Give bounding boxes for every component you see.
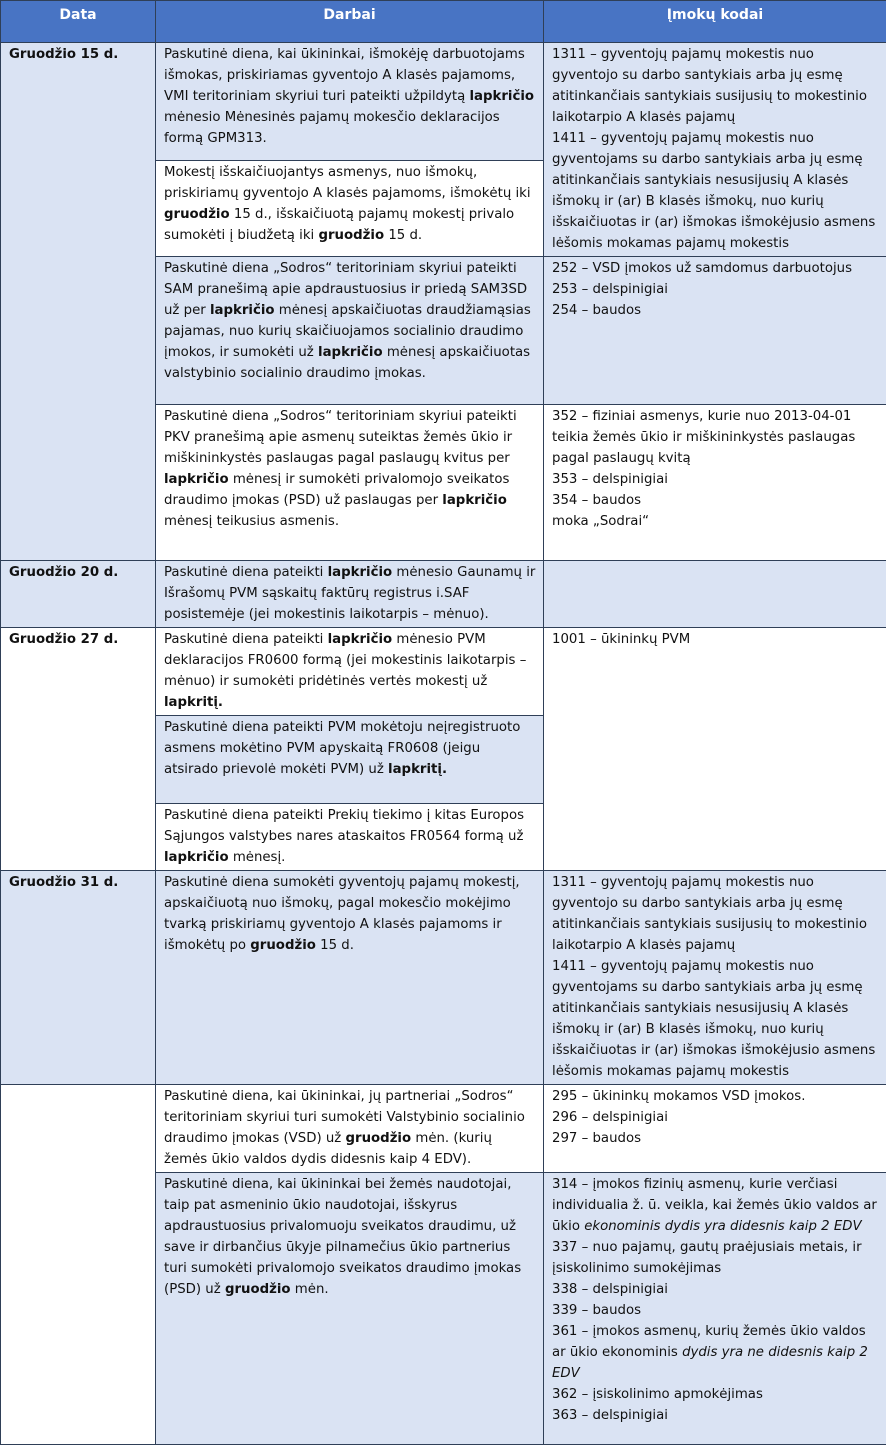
date-cell: Gruodžio 31 d. <box>1 871 156 1085</box>
table-row <box>1 1085 886 1173</box>
work-cell: Paskutinė diena sumokėti gyventojų pajamų mokestį, apskaičiuotą nuo išmokų, pagal mokesčio mokėjimo tvarką priskiriamų gyventojo A klasės pajamoms ir išmokėtų po gruodžio 15 d. <box>156 871 544 1085</box>
codes-cell: 1311 – gyventojų pajamų mokestis nuo gyventojo su darbo santykiais arba jų esmę atitinkančiais santykiais susijusių to mokestinio laikotarpio A klasės pajamų 1411 – gyventojų pajamų mokestis nuo gyventojams su darbo santykiais arba jų esmę atitinkančiais santykiais nesusijusių A klasės išmokų ir (ar) B klasės išmokų, nuo kurių išskaičiuotas ir (ar) išmokas išmokėjusio asmens lėšomis mokamas pajamų mokestis <box>544 871 886 1085</box>
header-row <box>1 1 886 43</box>
table-row <box>1 628 886 716</box>
work-cell: Paskutinė diena, kai ūkininkai bei žemės naudotojai, taip pat asmeninio ūkio naudotojai, išskyrus apdraustuosius privalomuoju sveikatos draudimu, už save ir dirbančius ūkyje pilnamečius ūkio partnerius turi sumokėti privalomojo sveikatos draudimo įmokas (PSD) už gruodžio mėn. <box>156 1173 544 1445</box>
codes-cell: 252 – VSD įmokos už samdomus darbuotojus 253 – delspinigiai 254 – baudos <box>544 257 886 405</box>
codes-cell: 352 – fiziniai asmenys, kurie nuo 2013-04-01 teikia žemės ūkio ir miškininkystės paslaugas pagal paslaugų kvitą 353 – delspinigiai 354 – baudos moka „Sodrai“ <box>544 405 886 561</box>
header-date: Data <box>1 1 156 43</box>
table-row <box>1 561 886 628</box>
work-cell: Paskutinė diena pateikti lapkričio mėnesio Gaunamų ir Išrašomų PVM sąskaitų faktūrų registrus i.SAF posistemėje (jei mokestinis laikotarpis – mėnuo). <box>156 561 544 628</box>
date-cell-empty <box>1 1085 156 1445</box>
header-codes: Įmokų kodai <box>544 1 886 43</box>
codes-cell: 1001 – ūkininkų PVM <box>544 628 886 871</box>
work-cell: Paskutinė diena pateikti lapkričio mėnesio PVM deklaracijos FR0600 formą (jei mokestinis laikotarpis – mėnuo) ir sumokėti pridėtinės vertės mokestį už lapkritį. <box>156 628 544 716</box>
work-cell: Paskutinė diena pateikti PVM mokėtoju neįregistruoto asmens mokėtino PVM apyskaitą FR0608 (jeigu atsirado prievolė mokėti PVM) už lapkritį. <box>156 716 544 804</box>
codes-cell <box>544 561 886 628</box>
date-cell: Gruodžio 27 d. <box>1 628 156 871</box>
work-cell: Mokestį išskaičiuojantys asmenys, nuo išmokų, priskiriamų gyventojo A klasės pajamoms, išmokėtų iki gruodžio 15 d., išskaičiuotą pajamų mokestį privalo sumokėti į biudžetą iki gruodžio 15 d. <box>156 161 544 257</box>
date-cell: Gruodžio 20 d. <box>1 561 156 628</box>
work-cell: Paskutinė diena „Sodros“ teritoriniam skyriui pateikti SAM pranešimą apie apdraustuosius ir priedą SAM3SD už per lapkričio mėnesį apskaičiuotas draudžiamąsias pajamas, nuo kurių skaičiuojamos socialinio draudimo įmokos, ir sumokėti už lapkričio mėnesį apskaičiuotas valstybinio socialinio draudimo įmokas. <box>156 257 544 405</box>
table-row <box>1 871 886 1085</box>
work-cell: Paskutinė diena, kai ūkininkai, jų partneriai „Sodros“ teritoriniam skyriui turi sumokėti Valstybinio socialinio draudimo įmokas (VSD) už gruodžio mėn. (kurių žemės ūkio valdos dydis didesnis kaip 4 EDV). <box>156 1085 544 1173</box>
header-work: Darbai <box>156 1 544 43</box>
date-cell: Gruodžio 15 d. <box>1 43 156 561</box>
work-cell: Paskutinė diena, kai ūkininkai, išmokėję darbuotojams išmokas, priskiriamas gyventojo A klasės pajamoms, VMI teritoriniam skyriui turi pateikti užpildytą lapkričio mėnesio Mėnesinės pajamų mokesčio deklaracijos formą GPM313. <box>156 43 544 161</box>
work-cell: Paskutinė diena pateikti Prekių tiekimo į kitas Europos Sąjungos valstybes nares ataskaitos FR0564 formą už lapkričio mėnesį. <box>156 804 544 871</box>
work-cell: Paskutinė diena „Sodros“ teritoriniam skyriui pateikti PKV pranešimą apie asmenų suteiktas žemės ūkio ir miškininkystės paslaugas pagal paslaugų kvitus per lapkričio mėnesį ir sumokėti privalomojo sveikatos draudimo įmokas (PSD) už paslaugas per lapkričio mėnesį teikusius asmenis. <box>156 405 544 561</box>
codes-cell: 1311 – gyventojų pajamų mokestis nuo gyventojo su darbo santykiais arba jų esmę atitinkančiais santykiais susijusių to mokestinio laikotarpio A klasės pajamų 1411 – gyventojų pajamų mokestis nuo gyventojams su darbo santykiais arba jų esmę atitinkančiais santykiais nesusijusių A klasės išmokų ir (ar) B klasės išmokų, nuo kurių išskaičiuotas ir (ar) išmokas išmokėjusio asmens lėšomis mokamas pajamų mokestis <box>544 43 886 257</box>
codes-cell: 295 – ūkininkų mokamos VSD įmokos. 296 – delspinigiai 297 – baudos <box>544 1085 886 1173</box>
codes-cell: 314 – įmokos fizinių asmenų, kurie verčiasi individualia ž. ū. veikla, kai žemės ūkio valdos ar ūkio ekonominis dydis yra didesnis kaip 2 EDV 337 – nuo pajamų, gautų praėjusiais metais, ir įsiskolinimo sumokėjimas 338 – delspinigiai 339 – baudos 361 – įmokos asmenų, kurių žemės ūkio valdos ar ūkio ekonominis dydis yra ne didesnis kaip 2 EDV 362 – įsiskolinimo apmokėjimas 363 – delspinigiai <box>544 1173 886 1445</box>
table-row <box>1 43 886 161</box>
